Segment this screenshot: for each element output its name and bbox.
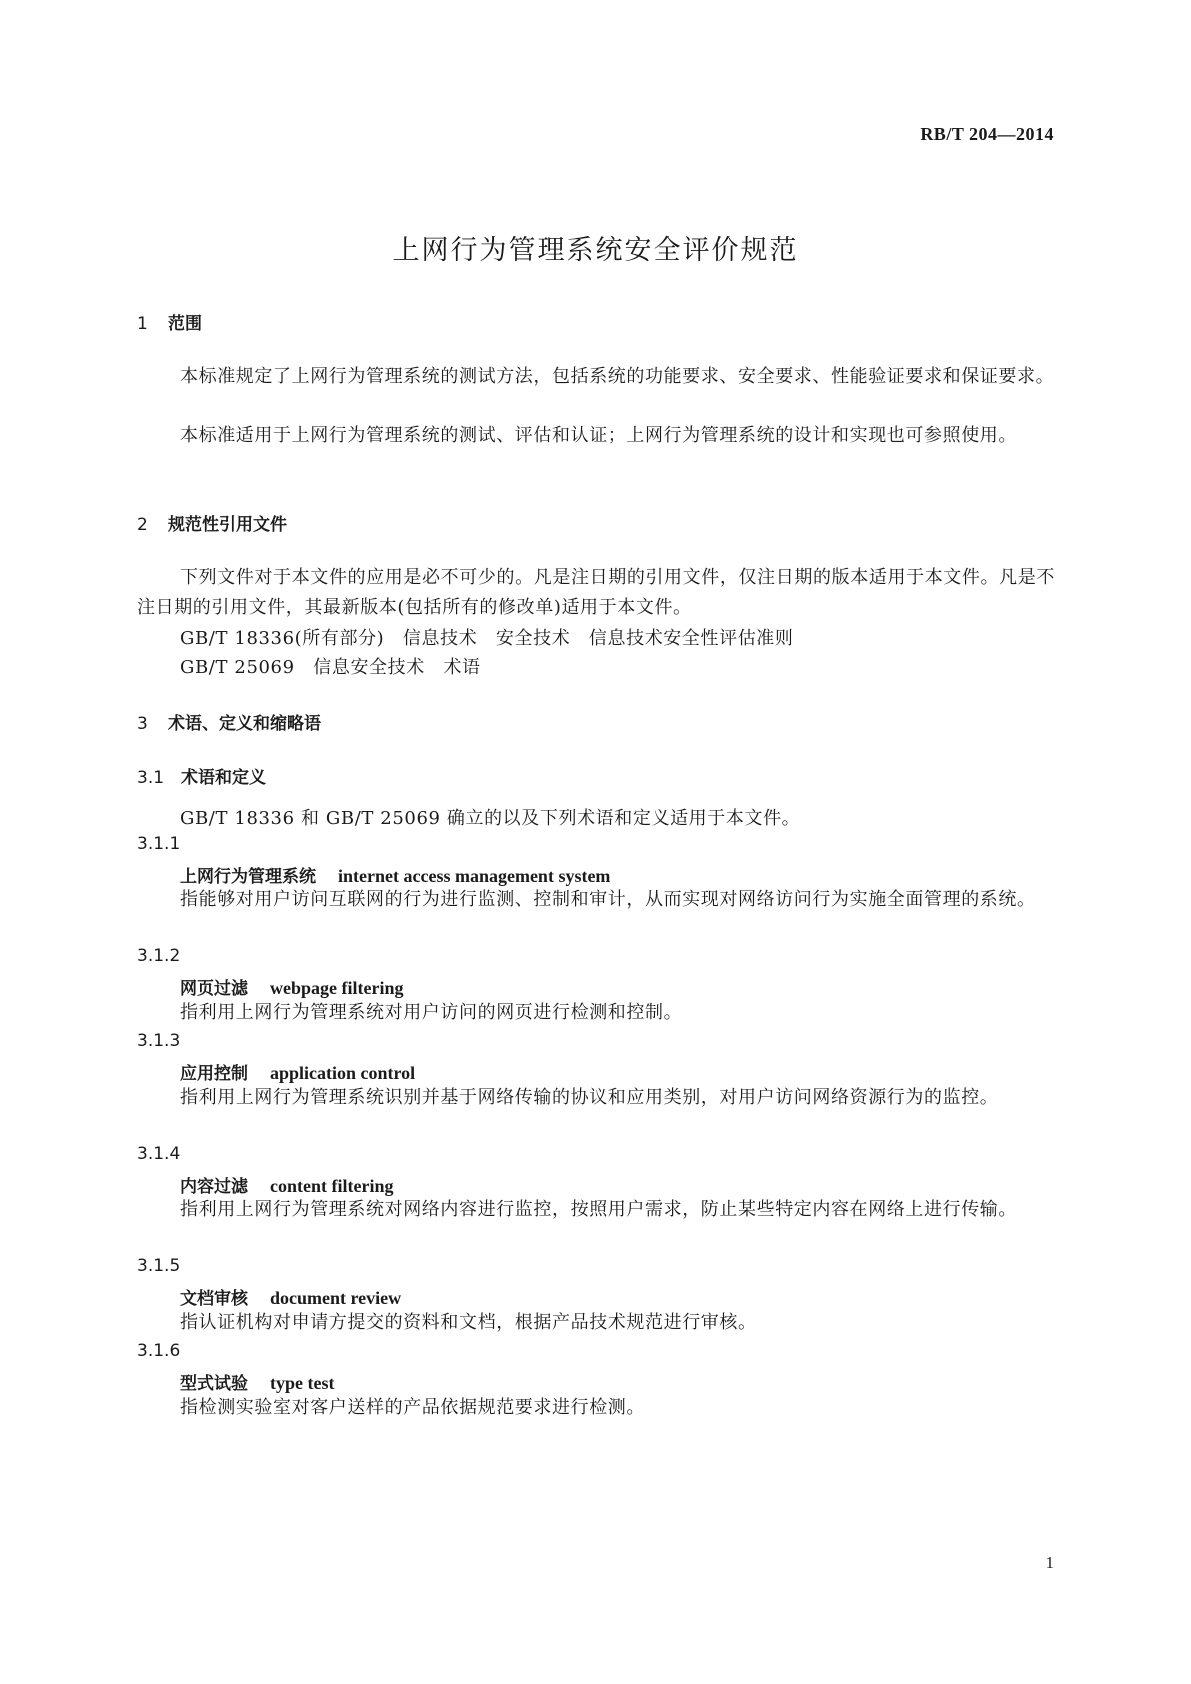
section-heading-1: [137, 309, 202, 334]
references-paragraph: 下列文件对于本文件的应用是必不可少的。凡是注日期的引用文件，仅注日期的版本适用于本文件。凡是不注日期的引用文件，其最新版本(包括所有的修改单)适用于本文件。: [137, 567, 1055, 618]
term-name: [180, 1284, 401, 1309]
term-number: 3.1.5: [137, 1256, 181, 1276]
terms-intro: GB/T 18336 和 GB/T 25069 确立的以及下列术语和定义适用于本文件。: [180, 808, 801, 829]
section-title: 术语、定义和缩略语: [168, 714, 321, 734]
reference-item: GB/T 18336(所有部分) 信息技术 安全技术 信息技术安全性评估准则: [180, 628, 794, 649]
reference-item: GB/T 25069 信息安全技术 术语: [180, 657, 481, 678]
term-number: 3.1.1: [137, 834, 181, 854]
term-number: 3.1.3: [137, 1031, 181, 1051]
term-name-en: application control: [270, 1063, 416, 1083]
term-name-en: content filtering: [270, 1176, 394, 1196]
section-number: 3: [137, 714, 148, 734]
scope-paragraph-1: 本标准规定了上网行为管理系统的测试方法，包括系统的功能要求、安全要求、性能验证要求和保证要求。: [180, 366, 1055, 387]
document-title: 上网行为管理系统安全评价规范: [392, 235, 799, 266]
term-name-en: webpage filtering: [270, 978, 404, 998]
term-definition: 指利用上网行为管理系统对网络内容进行监控，按照用户需求，防止某些特定内容在网络上进行传输。: [180, 1199, 1017, 1220]
term-name-cn: 文档审核: [180, 1289, 248, 1309]
section-title: 规范性引用文件: [168, 515, 287, 535]
page-number: 1: [1045, 1553, 1054, 1572]
term-definition: 指检测实验室对客户送样的产品依据规范要求进行检测。: [180, 1397, 645, 1418]
section-number: 1: [137, 314, 148, 334]
term-name: [180, 1369, 334, 1394]
section-heading-3: [137, 709, 321, 734]
term-name-cn: 内容过滤: [180, 1177, 248, 1197]
term-definition: 指认证机构对申请方提交的资料和文档，根据产品技术规范进行审核。: [180, 1312, 757, 1333]
section-heading-2: [137, 510, 287, 535]
term-name-cn: 型式试验: [180, 1374, 248, 1394]
term-number: 3.1.6: [137, 1341, 181, 1361]
term-number: 3.1.4: [137, 1144, 181, 1164]
subsection-number: 3.1: [137, 768, 165, 788]
term-name-en: type test: [270, 1373, 335, 1393]
term-definition: 指利用上网行为管理系统对用户访问的网页进行检测和控制。: [180, 1002, 683, 1023]
section-title: 范围: [168, 314, 202, 334]
section-number: 2: [137, 515, 148, 535]
term-name: [180, 1059, 415, 1084]
term-name-en: internet access management system: [338, 866, 611, 886]
term-name: [180, 862, 610, 887]
scope-paragraph-2: 本标准适用于上网行为管理系统的测试、评估和认证；上网行为管理系统的设计和实现也可参照使用。: [180, 425, 1017, 446]
term-definition: 指利用上网行为管理系统识别并基于网络传输的协议和应用类别，对用户访问网络资源行为的监控。: [180, 1087, 999, 1108]
term-name: [180, 974, 403, 999]
subsection-title: 术语和定义: [181, 768, 266, 788]
subsection-heading-3-1: [137, 763, 266, 788]
term-name-cn: 应用控制: [180, 1064, 248, 1084]
term-definition: 指能够对用户访问互联网的行为进行监测、控制和审计，从而实现对网络访问行为实施全面管理的系统。: [180, 889, 1036, 910]
term-number: 3.1.2: [137, 946, 181, 966]
term-name-cn: 上网行为管理系统: [180, 867, 316, 887]
standard-code: RB/T 204—2014: [920, 124, 1054, 144]
term-name: [180, 1172, 393, 1197]
term-name-en: document review: [270, 1288, 402, 1308]
term-name-cn: 网页过滤: [180, 979, 248, 999]
